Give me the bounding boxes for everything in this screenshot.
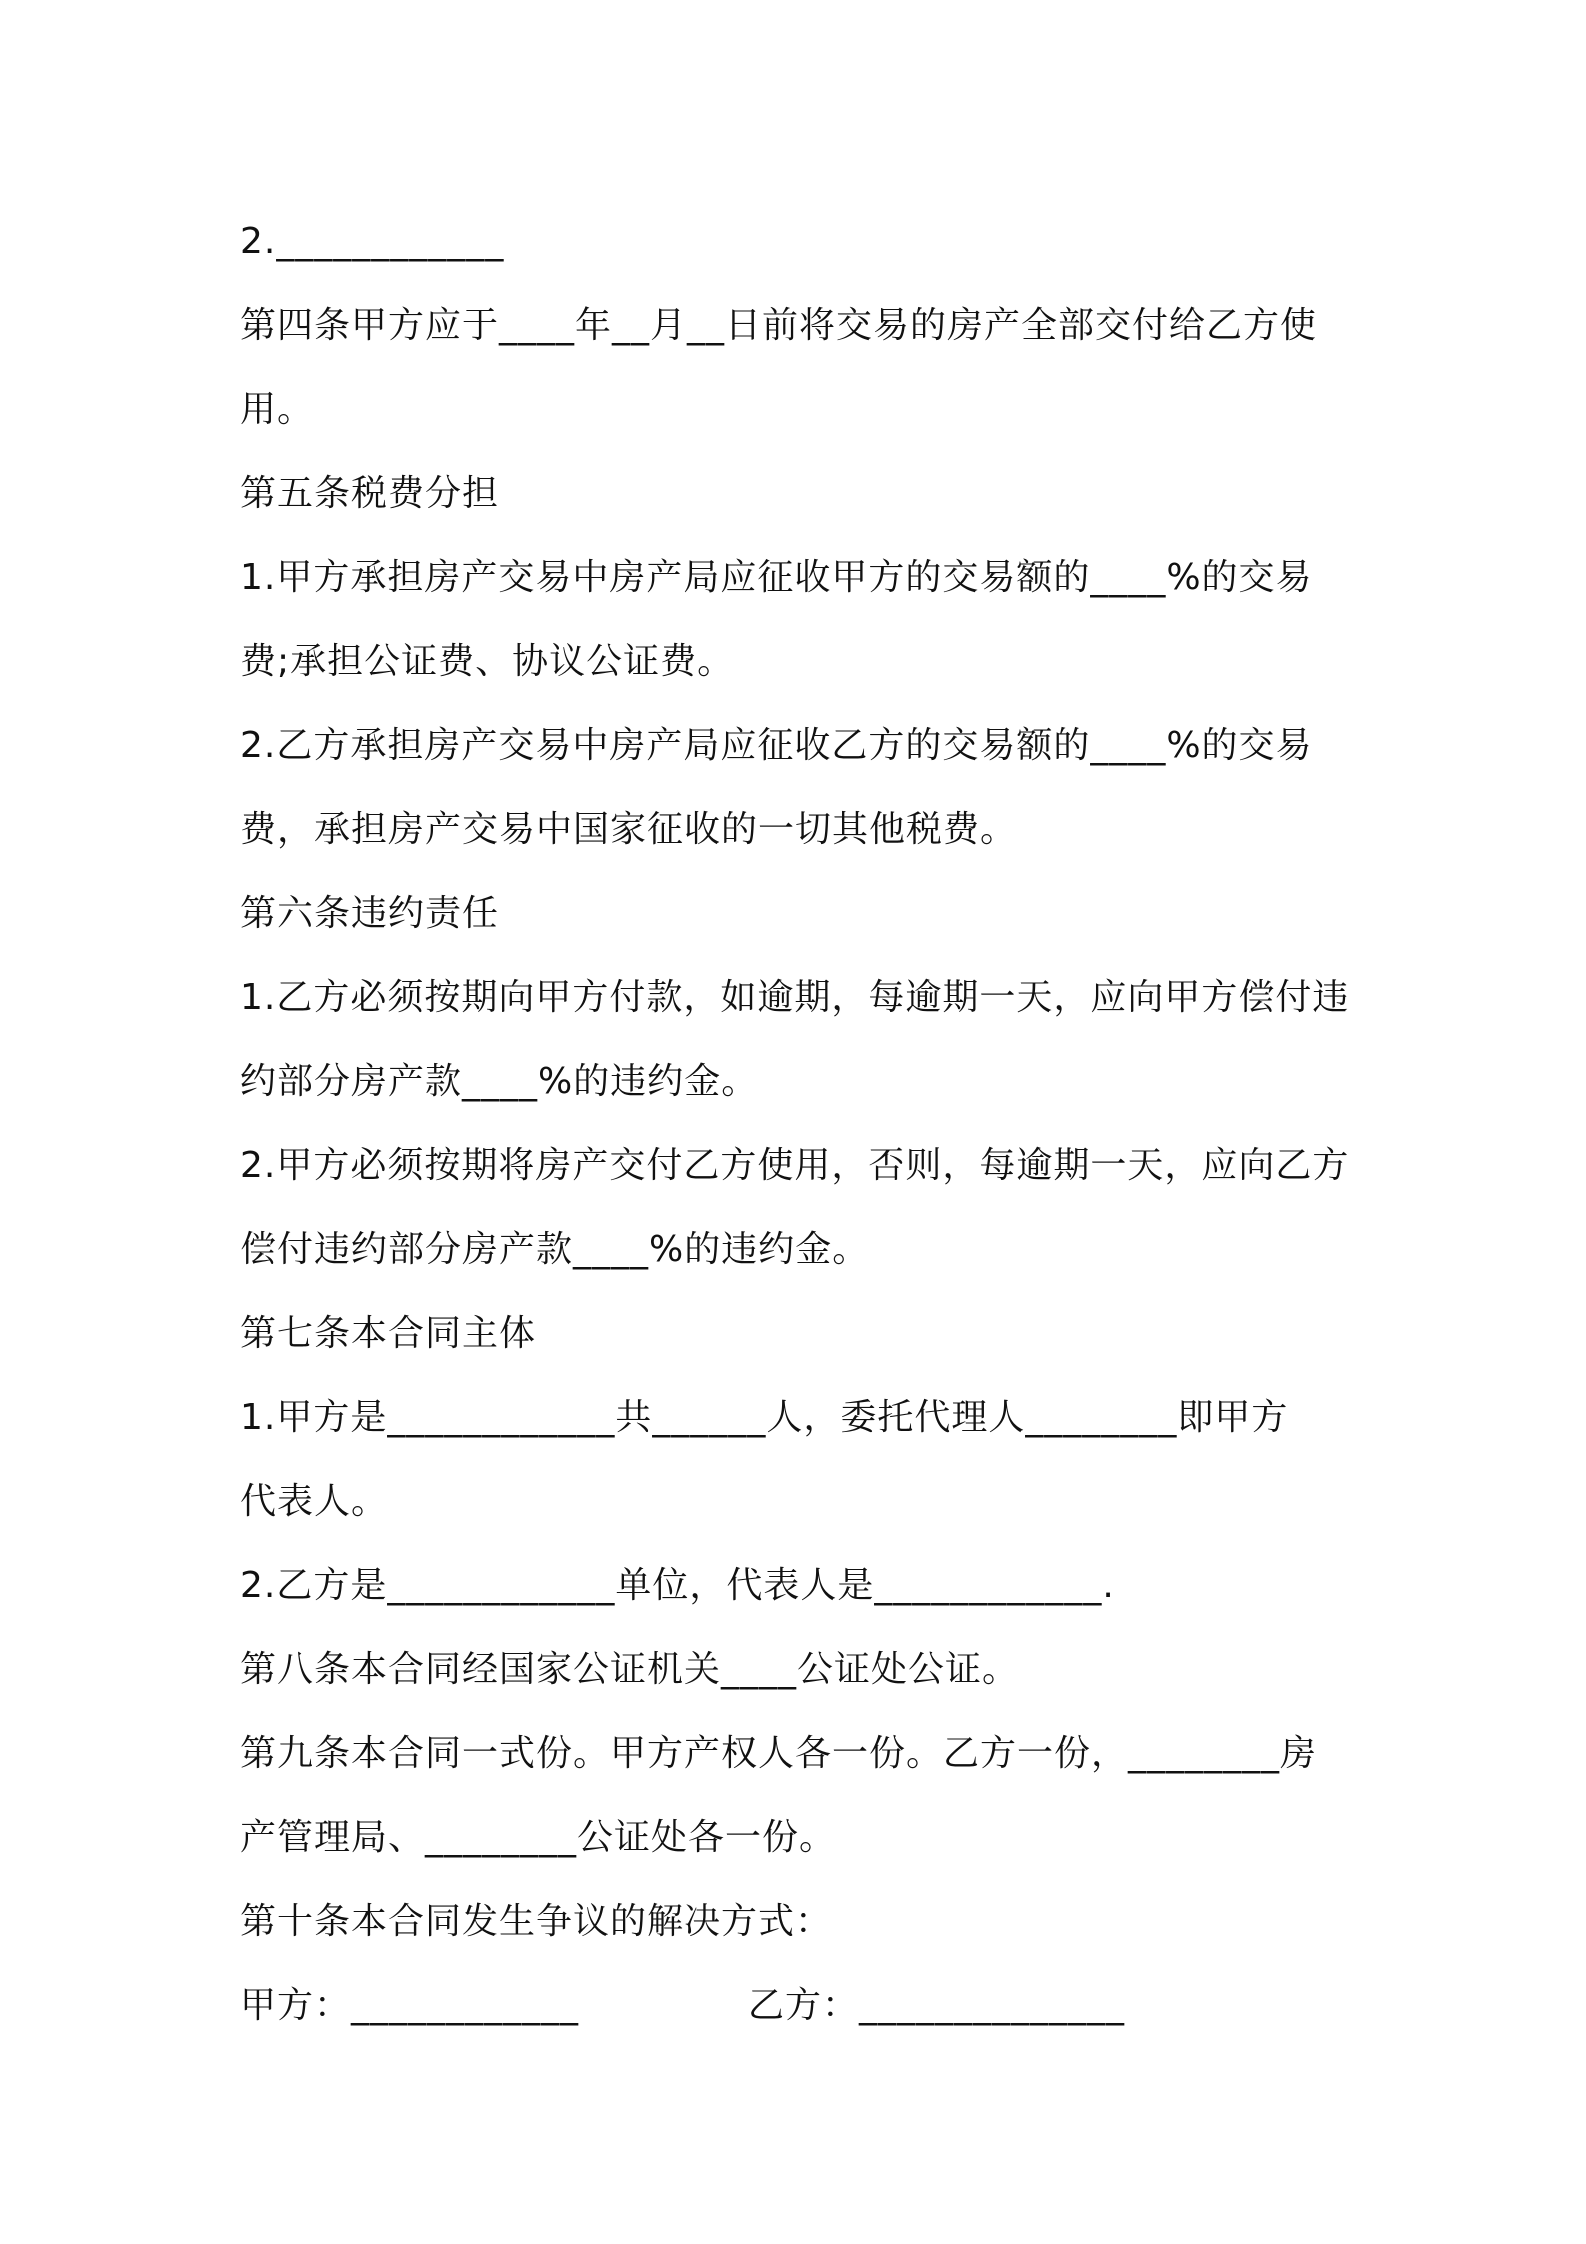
clause-8-text: 第八条本合同经国家公证机关____公证处公证。 xyxy=(240,1649,1020,1690)
clause-5-item-1-cont: 费;承担公证费、协议公证费。 xyxy=(240,641,735,682)
clause-5-heading: 第五条税费分担 xyxy=(240,473,500,514)
clause-3-item-2: 2.____________ xyxy=(240,221,505,262)
clause-5-item-2: 2.乙方承担房产交易中房产局应征收乙方的交易额的____%的交易 xyxy=(240,725,1313,766)
clause-7-item-1: 1.甲方是____________共______人，委托代理人________即甲方 xyxy=(240,1397,1289,1438)
clause-6-item-1: 1.乙方必须按期向甲方付款，如逾期，每逾期一天，应向甲方偿付违 xyxy=(240,977,1350,1018)
clause-6-heading: 第六条违约责任 xyxy=(240,893,500,934)
clause-6-item-1-cont: 约部分房产款____%的违约金。 xyxy=(240,1061,759,1102)
signature-row xyxy=(240,1964,1360,2048)
clause-10-text: 第十条本合同发生争议的解决方式： xyxy=(240,1901,833,1942)
clause-6-item-2-cont: 偿付违约部分房产款____%的违约金。 xyxy=(240,1229,870,1270)
clause-6-item-2: 2.甲方必须按期将房产交付乙方使用，否则，每逾期一天，应向乙方 xyxy=(240,1145,1350,1186)
party-a-signature: 甲方：____________ xyxy=(240,1985,580,2026)
clause-7-item-2: 2.乙方是____________单位，代表人是____________. xyxy=(240,1565,1115,1606)
clause-9-text-cont: 产管理局、________公证处各一份。 xyxy=(240,1817,837,1858)
document-body xyxy=(240,200,1360,2048)
clause-7-heading: 第七条本合同主体 xyxy=(240,1313,537,1354)
clause-9-text: 第九条本合同一式份。甲方产权人各一份。乙方一份，________房 xyxy=(240,1733,1318,1774)
clause-4-text-cont: 用。 xyxy=(240,389,315,430)
clause-7-item-1-cont: 代表人。 xyxy=(240,1481,389,1522)
clause-5-item-1: 1.甲方承担房产交易中房产局应征收甲方的交易额的____%的交易 xyxy=(240,557,1313,598)
clause-4-text: 第四条甲方应于____年__月__日前将交易的房产全部交付给乙方使 xyxy=(240,305,1318,346)
clause-5-item-2-cont: 费，承担房产交易中国家征收的一切其他税费。 xyxy=(240,809,1018,850)
party-b-signature: 乙方：______________ xyxy=(748,1985,1126,2026)
